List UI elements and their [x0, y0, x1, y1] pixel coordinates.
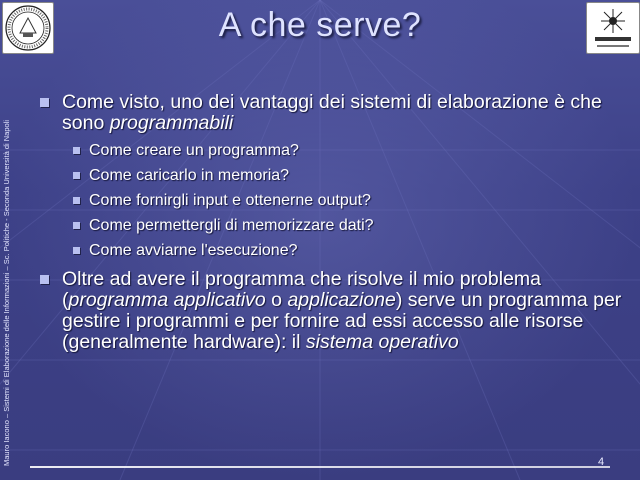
sub-bullet-item — [40, 213, 625, 238]
square-bullet-icon — [73, 147, 80, 154]
sub-bullet-text: Come fornirgli input e ottenerne output? — [89, 192, 371, 209]
sub-bullet-list — [40, 138, 625, 263]
sub-bullet-text: Come permettergli di memorizzare dati? — [89, 217, 374, 234]
side-caption: Mauro Iacono – Sistemi di Elaborazione delle Informazioni – Sc. Politiche - Seconda Università di Napoli — [2, 119, 11, 466]
square-bullet-icon — [73, 197, 80, 204]
square-bullet-icon — [73, 172, 80, 179]
sub-bullet-text: Come avviarne l'esecuzione? — [89, 242, 298, 259]
item1-italic: programmabili — [109, 112, 234, 134]
item2-italic-f: sistema operativo — [305, 331, 459, 353]
item2-text-e: ) serve un programma per gestire i programmi e per fornire ad essi accesso alle risorse (generalmente hardware): il — [62, 289, 622, 353]
item2-text-a: Oltre ad avere il programma che risolve il mio problema ( — [62, 268, 542, 311]
item2-italic-d: applicazione — [287, 289, 396, 311]
sub-bullet-text: Come creare un programma? — [89, 142, 299, 159]
item2-italic-b: programma applicativo — [68, 289, 266, 311]
item2-text-c: o — [265, 289, 288, 311]
slide-content — [40, 92, 625, 353]
sub-bullet-item — [40, 188, 625, 213]
item1-text: Come visto, uno dei vantaggi dei sistemi di elaborazione è che sono — [62, 91, 602, 134]
bullet-item-2 — [40, 269, 625, 353]
page-number: 4 — [598, 456, 605, 468]
sub-bullet-text: Come caricarlo in memoria? — [89, 167, 290, 184]
sub-bullet-item — [40, 138, 625, 163]
sub-bullet-item — [40, 238, 625, 263]
square-bullet-icon — [40, 98, 49, 107]
square-bullet-icon — [73, 222, 80, 229]
square-bullet-icon — [40, 275, 49, 284]
square-bullet-icon — [73, 247, 80, 254]
slide-title: A che serve? — [218, 6, 422, 44]
bullet-item-1 — [40, 92, 625, 134]
sub-bullet-item — [40, 163, 625, 188]
footer-divider — [30, 466, 610, 468]
